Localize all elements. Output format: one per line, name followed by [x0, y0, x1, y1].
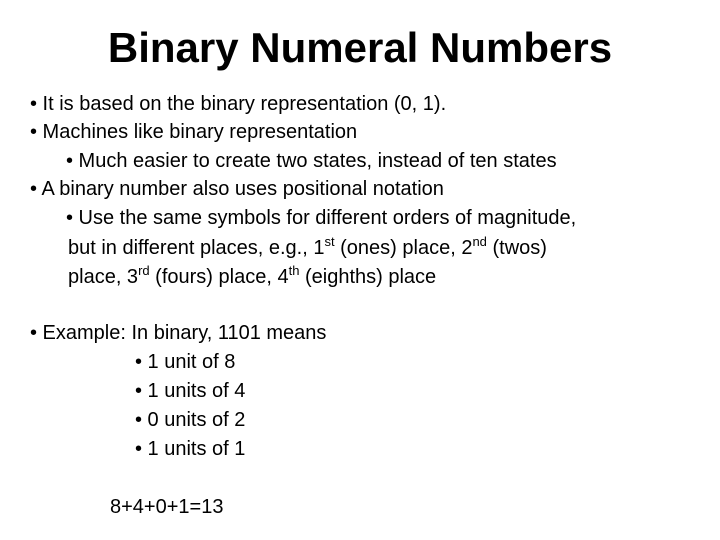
- example-sum: 8+4+0+1=13: [110, 496, 224, 518]
- text-fragment: but in different places, e.g., 1: [68, 237, 325, 259]
- text-fragment: place, 3: [68, 266, 139, 288]
- sub-bullet-same-symbols-line3: [68, 263, 436, 291]
- slide-title: Binary Numeral Numbers: [107, 24, 613, 71]
- example-item: • 1 unit of 8: [135, 351, 236, 373]
- example-item: • 1 units of 1: [135, 438, 246, 460]
- text-fragment: (twos): [486, 237, 547, 259]
- text-fragment: (eighths) place: [299, 266, 437, 288]
- bullet-positional-notation: • A binary number also uses positional notation: [30, 178, 444, 200]
- bullet-machines: • Machines like binary representation: [30, 121, 358, 143]
- sub-bullet-same-symbols-line2: [68, 234, 547, 262]
- ordinal-suffix: nd: [472, 234, 487, 249]
- example-heading: • Example: In binary, 1101 means: [30, 322, 327, 344]
- ordinal-suffix: st: [324, 234, 335, 249]
- ordinal-suffix: th: [288, 263, 300, 278]
- sub-bullet-two-states: • Much easier to create two states, instead of ten states: [66, 150, 557, 172]
- text-fragment: (fours) place, 4: [149, 266, 289, 288]
- text-fragment: (ones) place, 2: [334, 237, 473, 259]
- ordinal-suffix: rd: [138, 263, 150, 278]
- bullet-binary-representation: • It is based on the binary representation (0, 1).: [30, 93, 447, 115]
- example-item: • 1 units of 4: [135, 380, 246, 402]
- sub-bullet-same-symbols-line1: • Use the same symbols for different orders of magnitude,: [66, 207, 577, 229]
- example-item: • 0 units of 2: [135, 409, 246, 431]
